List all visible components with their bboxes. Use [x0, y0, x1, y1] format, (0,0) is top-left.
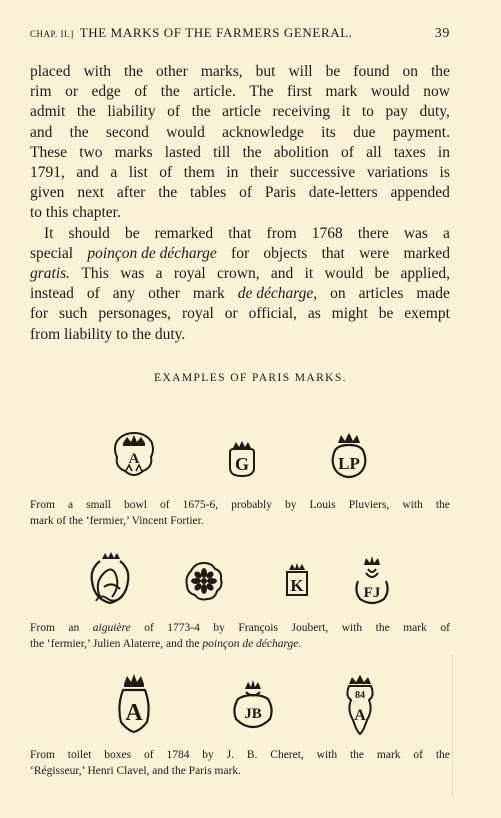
- word: toilet: [67, 749, 92, 761]
- word: for: [30, 305, 49, 323]
- word: crown,: [216, 265, 260, 283]
- word: the: [349, 749, 365, 761]
- word: other: [148, 285, 180, 303]
- word: after: [116, 184, 146, 202]
- word: the: [158, 184, 178, 202]
- word: two: [79, 143, 103, 161]
- mark-crowned-lp-icon: [328, 429, 370, 481]
- word: in: [226, 164, 239, 182]
- word: and: [30, 123, 53, 141]
- word: of: [144, 622, 154, 634]
- text-line: [30, 284, 450, 304]
- word: B.: [246, 749, 258, 761]
- word: probably: [231, 499, 272, 511]
- word: From: [30, 622, 55, 634]
- word: of: [413, 749, 423, 761]
- paragraph-2: [30, 224, 450, 345]
- word: as: [307, 305, 321, 323]
- word: marked: [403, 244, 450, 262]
- italic-term: poinçon de décharge.: [202, 638, 302, 650]
- word: instead: [30, 285, 74, 303]
- word: applied,: [400, 265, 450, 283]
- line-text: to this chapter.: [30, 204, 121, 222]
- word: edge: [91, 83, 121, 101]
- text-line: [30, 244, 450, 264]
- word: small: [86, 499, 111, 511]
- word: on: [402, 63, 418, 80]
- word: of: [86, 285, 100, 303]
- word: to: [361, 103, 374, 121]
- mark-crowned-a-icon: [111, 427, 157, 479]
- word: a: [443, 224, 450, 242]
- word: Joubert,: [291, 622, 329, 634]
- word: 1784: [166, 749, 190, 761]
- word: be: [124, 224, 140, 242]
- text-line: [30, 123, 450, 143]
- word: article: [222, 103, 261, 121]
- word: Cheret,: [270, 749, 304, 761]
- word: the: [69, 123, 89, 141]
- word: or: [65, 83, 78, 101]
- word: should: [68, 224, 110, 242]
- word: 1773-4: [167, 622, 200, 634]
- word: article.: [193, 83, 236, 101]
- word: but: [255, 63, 276, 80]
- text-line: [30, 636, 450, 652]
- body-text: [30, 62, 450, 345]
- word: mark: [192, 285, 225, 303]
- word: the: [76, 103, 96, 121]
- word: Paris: [264, 184, 296, 202]
- word: of: [160, 499, 170, 511]
- text-line: [30, 183, 450, 203]
- word: This: [81, 265, 109, 283]
- word: the: [191, 103, 211, 121]
- word: be: [325, 63, 341, 80]
- word: would: [370, 83, 410, 101]
- italic-term: de décharge,: [237, 285, 318, 303]
- word: It: [44, 224, 54, 242]
- margin-dots: [452, 655, 454, 795]
- word: From: [30, 749, 55, 761]
- word: the: [124, 63, 143, 80]
- mark-letter: LP: [338, 454, 360, 473]
- caption-1: [30, 497, 450, 529]
- word: list: [128, 164, 148, 182]
- word: will: [288, 63, 313, 80]
- word: acknowledge: [222, 123, 304, 141]
- word: would: [324, 265, 364, 283]
- word: any: [112, 285, 136, 303]
- word: made: [416, 285, 450, 303]
- word: due: [353, 123, 376, 141]
- mark-letter: K: [290, 576, 304, 595]
- text-line: [30, 143, 450, 163]
- paragraph-1: [30, 62, 450, 224]
- word: be: [378, 305, 394, 323]
- text-line: [30, 497, 450, 513]
- word: 1768: [311, 224, 343, 242]
- word: royal: [181, 305, 214, 323]
- line-text: ‘Régisseur,’ Henri Clavel, and the Paris mark.: [30, 765, 242, 777]
- word: was: [120, 265, 145, 283]
- mark-crowned-g-icon: [226, 438, 258, 478]
- word: pay: [385, 103, 408, 121]
- caption-3: [30, 747, 450, 779]
- word: J.: [226, 749, 235, 761]
- word: abolition: [273, 143, 329, 161]
- word: variations: [366, 164, 428, 182]
- word: 1791,: [30, 164, 65, 182]
- word: with: [316, 749, 338, 761]
- word: of: [159, 164, 173, 182]
- section-heading: EXAMPLES OF PARIS MARKS.: [154, 372, 347, 384]
- word: second: [105, 123, 149, 141]
- word: with: [341, 622, 363, 634]
- word: From: [30, 499, 55, 511]
- mark-crowned-a-lozenge-icon: [113, 672, 155, 734]
- line-text: mark of the ‘fermier,’ Vincent Fortier.: [30, 515, 204, 527]
- text-line: [30, 620, 450, 636]
- word: appended: [390, 184, 450, 202]
- word: mark: [325, 83, 358, 101]
- word: royal: [173, 265, 206, 283]
- word: an: [68, 622, 80, 634]
- word: of: [239, 184, 252, 202]
- text-line: [30, 513, 450, 529]
- word: is: [439, 164, 450, 182]
- word: for: [231, 244, 250, 262]
- word: rim: [30, 83, 52, 101]
- word: bowl: [124, 499, 147, 511]
- line-text: the ‘fermier,’ Julien Alaterre, and the: [30, 638, 200, 650]
- word: remarked: [154, 224, 214, 242]
- word: mark: [376, 749, 401, 761]
- word: the: [242, 143, 262, 161]
- mark-letter: FJ: [363, 585, 381, 601]
- mark-rosette-icon: [185, 561, 223, 601]
- mark-crowned-monogram-icon: [86, 551, 134, 607]
- chapter-label: CHAP. II.]: [30, 29, 74, 39]
- mark-crowned-84-a-icon: [343, 674, 377, 736]
- word: objects: [263, 244, 308, 262]
- word: taxes: [393, 143, 426, 161]
- text-line: [30, 264, 450, 284]
- text-line: [30, 102, 450, 122]
- text-line: [30, 224, 450, 244]
- mark-crowned-fj-icon: [352, 553, 392, 605]
- word: it: [304, 265, 314, 283]
- word: date-letters: [308, 184, 378, 202]
- text-line: [30, 62, 450, 82]
- word: from: [266, 224, 297, 242]
- mark-crowned-jb-icon: [230, 679, 276, 729]
- word: in: [437, 143, 450, 161]
- text-line: [30, 82, 450, 102]
- word: them: [183, 164, 215, 182]
- mark-numerals: 84: [355, 690, 365, 701]
- text-line: [30, 304, 450, 324]
- word: lasted: [164, 143, 201, 161]
- word: and: [76, 164, 99, 182]
- running-header: [30, 25, 450, 42]
- line-text: from liability to the duty.: [30, 325, 186, 343]
- word: duty,: [419, 103, 450, 121]
- text-line: [30, 325, 450, 345]
- word: might: [331, 305, 368, 323]
- word: all: [366, 143, 382, 161]
- word: first: [287, 83, 312, 101]
- word: These: [30, 143, 68, 161]
- word: personages,: [98, 305, 172, 323]
- word: till: [213, 143, 231, 161]
- caption-2: [30, 620, 450, 652]
- word: the: [160, 83, 180, 101]
- word: marks: [114, 143, 153, 161]
- italic-term: gratis.: [30, 265, 71, 283]
- word: of: [167, 103, 181, 121]
- mark-letter: A: [125, 700, 143, 726]
- word: mark: [403, 622, 427, 634]
- word: successive: [289, 164, 356, 182]
- word: and: [270, 265, 294, 283]
- text-line: [30, 747, 450, 763]
- italic-term: poinçon de décharge: [87, 244, 217, 262]
- word: 1675-6,: [182, 499, 219, 511]
- word: that: [228, 224, 252, 242]
- word: of: [341, 143, 354, 161]
- mark-letter: A: [128, 451, 140, 467]
- word: placed: [30, 63, 71, 80]
- text-line: [30, 763, 450, 779]
- word: its: [321, 123, 336, 141]
- word: a: [67, 499, 74, 511]
- word: was: [403, 224, 428, 242]
- word: or: [224, 305, 238, 323]
- text-line: [30, 203, 450, 223]
- running-title: THE MARKS OF THE FARMERS GENERAL.: [79, 25, 353, 40]
- word: the: [375, 622, 390, 634]
- word: found: [353, 63, 390, 80]
- word: of: [134, 83, 148, 101]
- word: François: [238, 622, 278, 634]
- mark-letter: A: [354, 707, 366, 724]
- word: Louis: [309, 499, 336, 511]
- word: the: [435, 749, 450, 761]
- word: The: [249, 83, 274, 101]
- word: the: [435, 499, 450, 511]
- text-line: [30, 163, 450, 183]
- word: with: [402, 499, 423, 511]
- word: that: [321, 244, 345, 262]
- word: Pluviers,: [348, 499, 390, 511]
- word: on: [330, 285, 346, 303]
- word: payment.: [392, 123, 450, 141]
- italic-term: aiguière: [92, 622, 131, 634]
- word: articles: [358, 285, 404, 303]
- word: the: [430, 63, 450, 80]
- word: of: [440, 622, 450, 634]
- word: be: [374, 265, 390, 283]
- word: admit: [30, 103, 66, 121]
- word: it: [341, 103, 351, 121]
- word: were: [359, 244, 390, 262]
- word: now: [423, 83, 450, 101]
- word: boxes: [104, 749, 132, 761]
- word: of: [143, 749, 154, 761]
- word: other: [156, 63, 188, 80]
- mark-crowned-k-icon: [285, 561, 309, 597]
- word: next: [77, 184, 105, 202]
- word: given: [30, 184, 65, 202]
- mark-letter: G: [234, 454, 250, 474]
- word: a: [110, 164, 118, 182]
- word: tables: [190, 184, 227, 202]
- word: liability: [107, 103, 156, 121]
- mark-letter: JB: [244, 706, 262, 722]
- page-number: 39: [434, 26, 450, 41]
- word: a: [155, 265, 163, 283]
- word: by: [213, 622, 225, 634]
- word: there: [357, 224, 389, 242]
- word: by: [285, 499, 297, 511]
- word: receiving: [272, 103, 331, 121]
- word: official,: [248, 305, 297, 323]
- word: exempt: [404, 305, 450, 323]
- word: would: [166, 123, 205, 141]
- word: marks,: [200, 63, 243, 80]
- word: special: [30, 244, 74, 262]
- word: by: [202, 749, 214, 761]
- word: with: [83, 63, 112, 80]
- word: their: [249, 164, 279, 182]
- word: such: [58, 305, 88, 323]
